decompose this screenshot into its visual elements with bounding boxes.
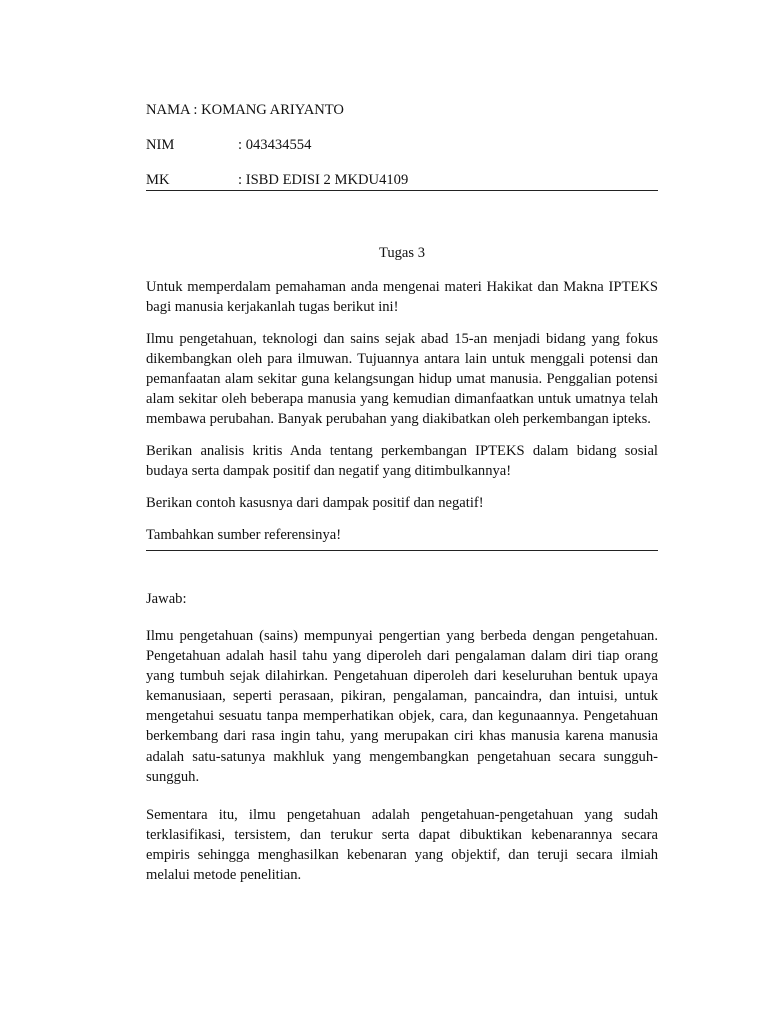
mk-row [146,170,658,190]
assignment-paragraph: Untuk memperdalam pemahaman anda mengenai materi Hakikat dan Makna IPTEKS bagi manusia kerjakanlah tugas berikut ini! [146,279,658,315]
mk-value: : ISBD EDISI 2 MKDU4109 [238,172,409,188]
nim-value: : 043434554 [238,137,312,153]
assignment-paragraph: Ilmu pengetahuan, teknologi dan sains sejak abad 15-an menjadi bidang yang fokus dikembangkan oleh para ilmuwan. Tujuannya antara lain untuk menggali potensi dan pemanfaatan alam sekitar guna kelangsungan hidup umat manusia. Penggalian potensi alam sekitar oleh beberapa manusia yang kemudian dimanfaatkan untuk umatnya telah membawa perubahan. Banyak perubahan yang diakibatkan oleh perkembangan ipteks. [146,331,658,427]
answer-paragraph: Ilmu pengetahuan (sains) mempunyai pengertian yang berbeda dengan pengetahuan. Pengetahuan adalah hasil tahu yang diperoleh dari pengalaman dalam diri tiap orang yang tumbuh sejak dilahirkan. Pengetahuan diperoleh dari keseluruhan bentuk upaya kemanusiaan, seperti perasaan, pikiran, pengalaman, pancaindra, dan intuisi, untuk mengetahui sesuatu tanpa memperhatikan objek, cara, dan kegunaannya. Pengetahuan berkembang dari rasa ingin tahu, yang merupakan ciri khas manusia karena manusia adalah satu-satunya makhluk yang mengembangkan pengetahuan secara sungguh-sungguh. [146,628,658,785]
nim-row [146,135,658,155]
answer-paragraph: Sementara itu, ilmu pengetahuan adalah pengetahuan-pengetahuan yang sudah terklasifikasi, tersistem, dan terukur serta dapat dibuktikan kebenarannya secara empiris sehingga menghasilkan kebenaran yang objektif, dan teruji secara ilmiah melalui metode penelitian. [146,806,658,884]
assignment-title: Tugas 3 [378,245,426,261]
assignment-divider [146,550,658,551]
assignment-paragraph: Tambahkan sumber referensinya! [146,527,342,543]
mk-label: MK [146,172,170,188]
nim-label: NIM [146,137,175,153]
header-divider [146,190,658,191]
student-name: NAMA : KOMANG ARIYANTO [146,102,344,118]
assignment-paragraph: Berikan analisis kritis Anda tentang perkembangan IPTEKS dalam bidang sosial budaya serta dampak positif dan negatif yang ditimbulkannya! [146,443,658,479]
document-content [146,100,658,903]
answer-label: Jawab: [146,591,187,607]
assignment-paragraph: Berikan contoh kasusnya dari dampak positif dan negatif! [146,495,484,511]
